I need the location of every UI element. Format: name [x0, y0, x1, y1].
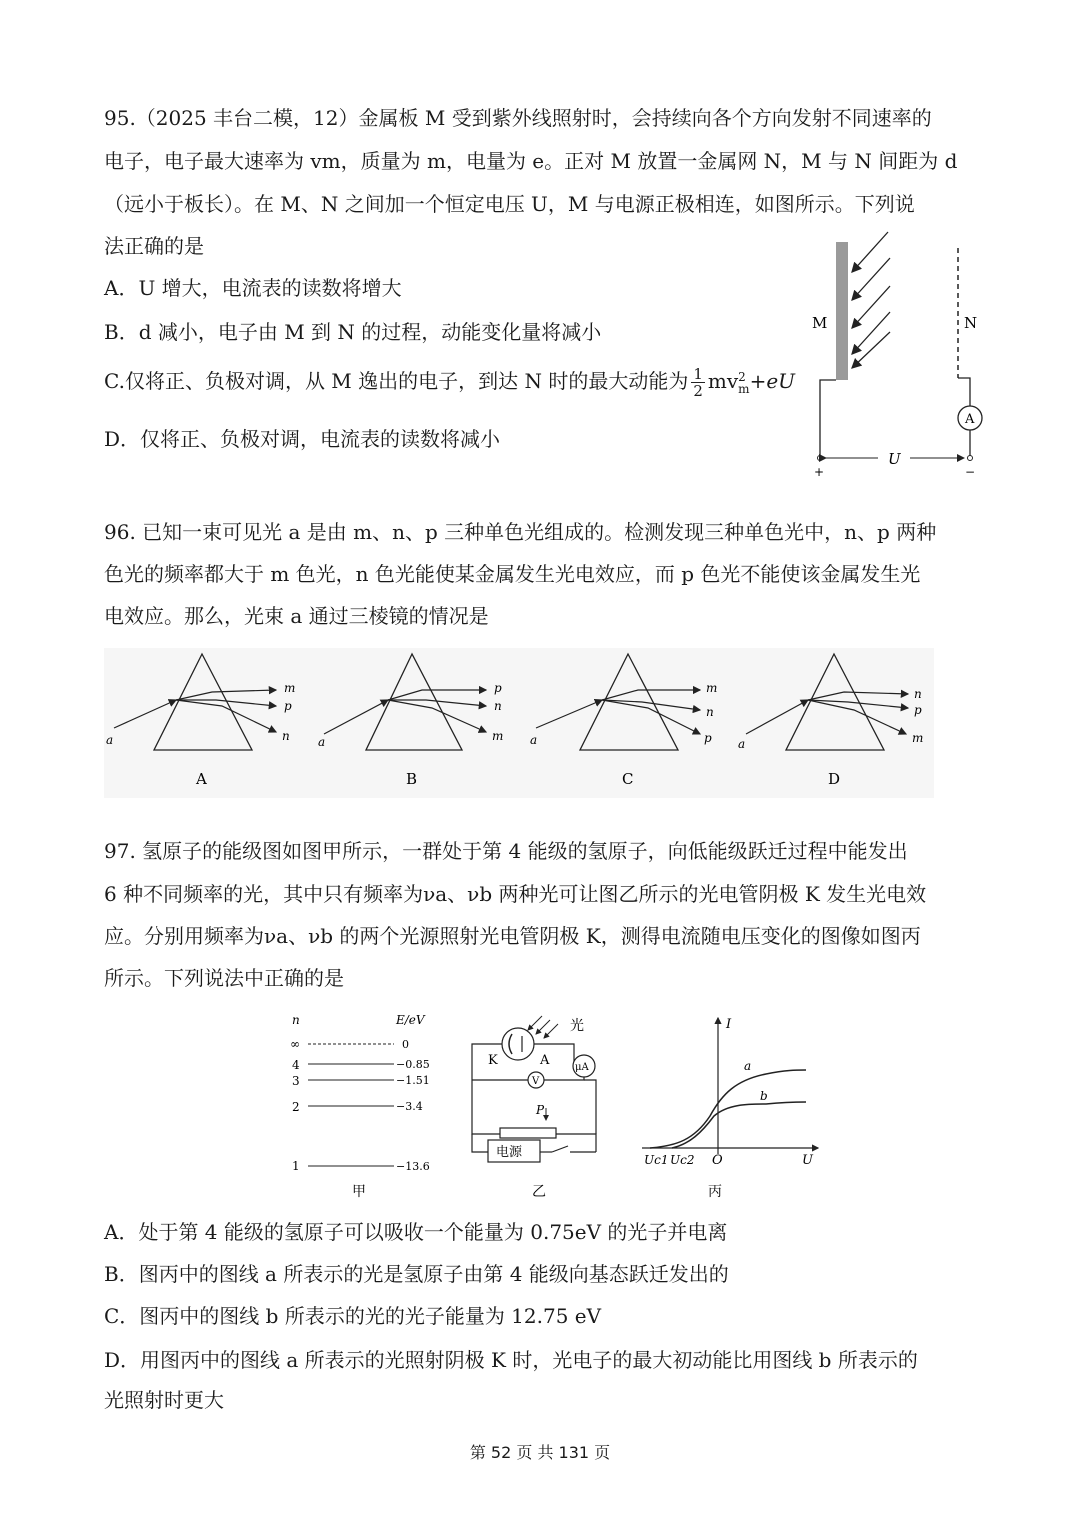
mv-scripts [738, 371, 749, 395]
caption-jia: 甲 [352, 1184, 366, 1200]
switch [552, 1146, 568, 1152]
phototube [502, 1028, 534, 1060]
q97-option-b: B．图丙中的图线 a 所表示的光是氢原子由第 4 能级向基态跃迁发出的 [104, 1262, 729, 1286]
label-k: K [488, 1053, 498, 1068]
prism-c-ray-1: m [706, 681, 718, 695]
uv-ray [852, 258, 890, 300]
curve-b [672, 1102, 806, 1148]
q95-option-c-text: C.仅将正、负极对调，从 M 逸出的电子，到达 N 时的最大动能为 [104, 369, 689, 393]
level-4-n: 4 [292, 1058, 300, 1072]
terminal-minus [968, 456, 973, 461]
wire [958, 378, 970, 406]
label-v: V [532, 1076, 540, 1087]
q95-line-3: （远小于板长）。在 M、N 之间加一个恒定电压 U，M 与电源正极相连，如图所示。下列说 [104, 192, 915, 216]
q97-option-c: C．图丙中的图线 b 所表示的光的光子能量为 12.75 eV [104, 1304, 602, 1328]
prism-a-ray-2: p [284, 699, 292, 713]
label-a: A [540, 1053, 550, 1068]
label-curve-b: b [760, 1089, 768, 1103]
level-2-e: −3.4 [396, 1100, 423, 1113]
q95-line-4: 法正确的是 [104, 234, 204, 258]
q95-line-2: 电子，电子最大速率为 vm，质量为 m，电量为 e。正对 M 放置一金属网 N，M 与 N 间距为 d [104, 149, 958, 173]
uv-ray [852, 312, 890, 354]
prism-a-label: A [196, 770, 207, 788]
prism-b-label: B [406, 770, 418, 788]
curve-a [650, 1070, 806, 1148]
label-p: P [536, 1103, 545, 1117]
q97-option-d-line-1: D．用图丙中的图线 a 所表示的光照射阴极 K 时，光电子的最大初动能比用图线 b 所表示的 [104, 1348, 918, 1372]
label-origin: O [712, 1153, 723, 1168]
q95-line-1: 95.（2025 丰台二模，12）金属板 M 受到紫外线照射时，会持续向各个方向发射不同速率的 [104, 106, 932, 130]
caption-yi: 乙 [532, 1184, 546, 1200]
label-curve-a: a [744, 1059, 752, 1073]
header-n: n [292, 1013, 300, 1027]
label-uc2: Uc2 [670, 1153, 695, 1167]
label-i: I [726, 1017, 732, 1032]
prism-c-ray-2: n [706, 705, 714, 719]
fraction-numerator: 1 [693, 365, 703, 383]
level-inf-n: ∞ [290, 1037, 300, 1051]
label-minus: − [965, 465, 976, 478]
prism-a-ray-1: m [284, 681, 296, 695]
header-e: E/eV [396, 1013, 425, 1027]
label-plus: + [814, 465, 825, 478]
fraction-half [691, 366, 705, 399]
subscript: m [738, 381, 750, 396]
label-uc1: Uc1 [644, 1153, 669, 1167]
eu-term: +eU [749, 369, 796, 393]
level-3-e: −1.51 [396, 1074, 430, 1087]
q95-option-c [104, 366, 795, 399]
q97-line-1: 97. 氢原子的能级图如图甲所示，一群处于第 4 能级的氢原子，向低能级跃迁过程中能发出 [104, 839, 908, 863]
q97-option-a: A．处于第 4 能级的氢原子可以吸收一个能量为 0.75eV 的光子并电离 [104, 1220, 728, 1244]
fraction-denominator: 2 [693, 382, 703, 400]
prism-b-ray-3: m [492, 729, 504, 743]
q95-option-d: D．仅将正、负极对调，电流表的读数将减小 [104, 427, 501, 451]
label-ua: μA [575, 1062, 589, 1073]
label-m: M [812, 314, 828, 332]
q96-line-2: 色光的频率都大于 m 色光，n 色光能使某金属发生光电效应，而 p 色光不能使该金属发生光 [104, 562, 921, 586]
energy-level-diagram [284, 1008, 444, 1204]
caption-bing: 丙 [708, 1184, 722, 1200]
q97-option-d-line-2: 光照射时更大 [104, 1388, 224, 1412]
level-2-n: 2 [292, 1100, 300, 1114]
figure-background [104, 648, 934, 798]
metal-plate-m [836, 242, 848, 380]
prism-a-ray-3: n [282, 729, 290, 743]
iu-graph [636, 1008, 826, 1204]
prism-d-input: a [738, 737, 746, 751]
prism-d-label: D [828, 770, 841, 788]
label-source: 电源 [496, 1145, 523, 1160]
superscript: 2 [738, 369, 746, 384]
wire [820, 380, 836, 456]
level-inf-e: 0 [402, 1038, 409, 1051]
prism-a-input: a [106, 733, 114, 747]
q97-line-2: 6 种不同频率的光，其中只有频率为νa、νb 两种光可让图乙所示的光电管阴极 K 发生光电效 [104, 882, 927, 906]
prism-c-label: C [622, 770, 634, 788]
mv-term: mv [707, 369, 739, 393]
cathode-k [509, 1034, 512, 1054]
q95-option-b: B．d 减小，电子由 M 到 N 的过程，动能变化量将减小 [104, 320, 602, 344]
terminal-plus [818, 456, 823, 461]
prism-b-ray-1: p [494, 681, 502, 695]
q96-line-1: 96. 已知一束可见光 a 是由 m、n、p 三种单色光组成的。检测发现三种单色光中，n、p 两种 [104, 520, 937, 544]
level-4-e: −0.85 [396, 1058, 430, 1071]
label-u: U [888, 450, 901, 468]
q96-line-3: 电效应。那么，光束 a 通过三棱镜的情况是 [104, 604, 489, 628]
label-u: U [802, 1153, 813, 1168]
uv-ray [852, 286, 890, 328]
prism-b-ray-2: n [494, 699, 502, 713]
label-light: 光 [570, 1018, 584, 1034]
level-3-n: 3 [292, 1074, 300, 1088]
prism-c-input: a [530, 733, 538, 747]
prism-c-ray-3: p [704, 731, 712, 745]
label-n: N [964, 314, 978, 332]
q97-line-3: 应。分别用频率为νa、νb 的两个光源照射光电管阴极 K，测得电流随电压变化的图像如图丙 [104, 924, 921, 948]
page-footer: 第 52 页 共 131 页 [469, 1443, 611, 1462]
prism-d-ray-2: p [914, 703, 922, 717]
ammeter-label: A [965, 412, 975, 427]
level-1-n: 1 [292, 1159, 300, 1173]
phototube-circuit [460, 1008, 620, 1204]
uv-ray [852, 332, 890, 368]
prism-d-ray-1: n [914, 687, 922, 701]
q95-plate-circuit-figure [800, 228, 1000, 478]
level-1-e: −13.6 [396, 1160, 430, 1173]
q95-option-a: A．U 增大，电流表的读数将增大 [104, 276, 402, 300]
prism-d-ray-3: m [912, 731, 924, 745]
q96-prism-figures [104, 648, 934, 798]
rheostat [500, 1128, 556, 1138]
prism-b-input: a [318, 735, 326, 749]
q97-line-4: 所示。下列说法中正确的是 [104, 966, 344, 990]
